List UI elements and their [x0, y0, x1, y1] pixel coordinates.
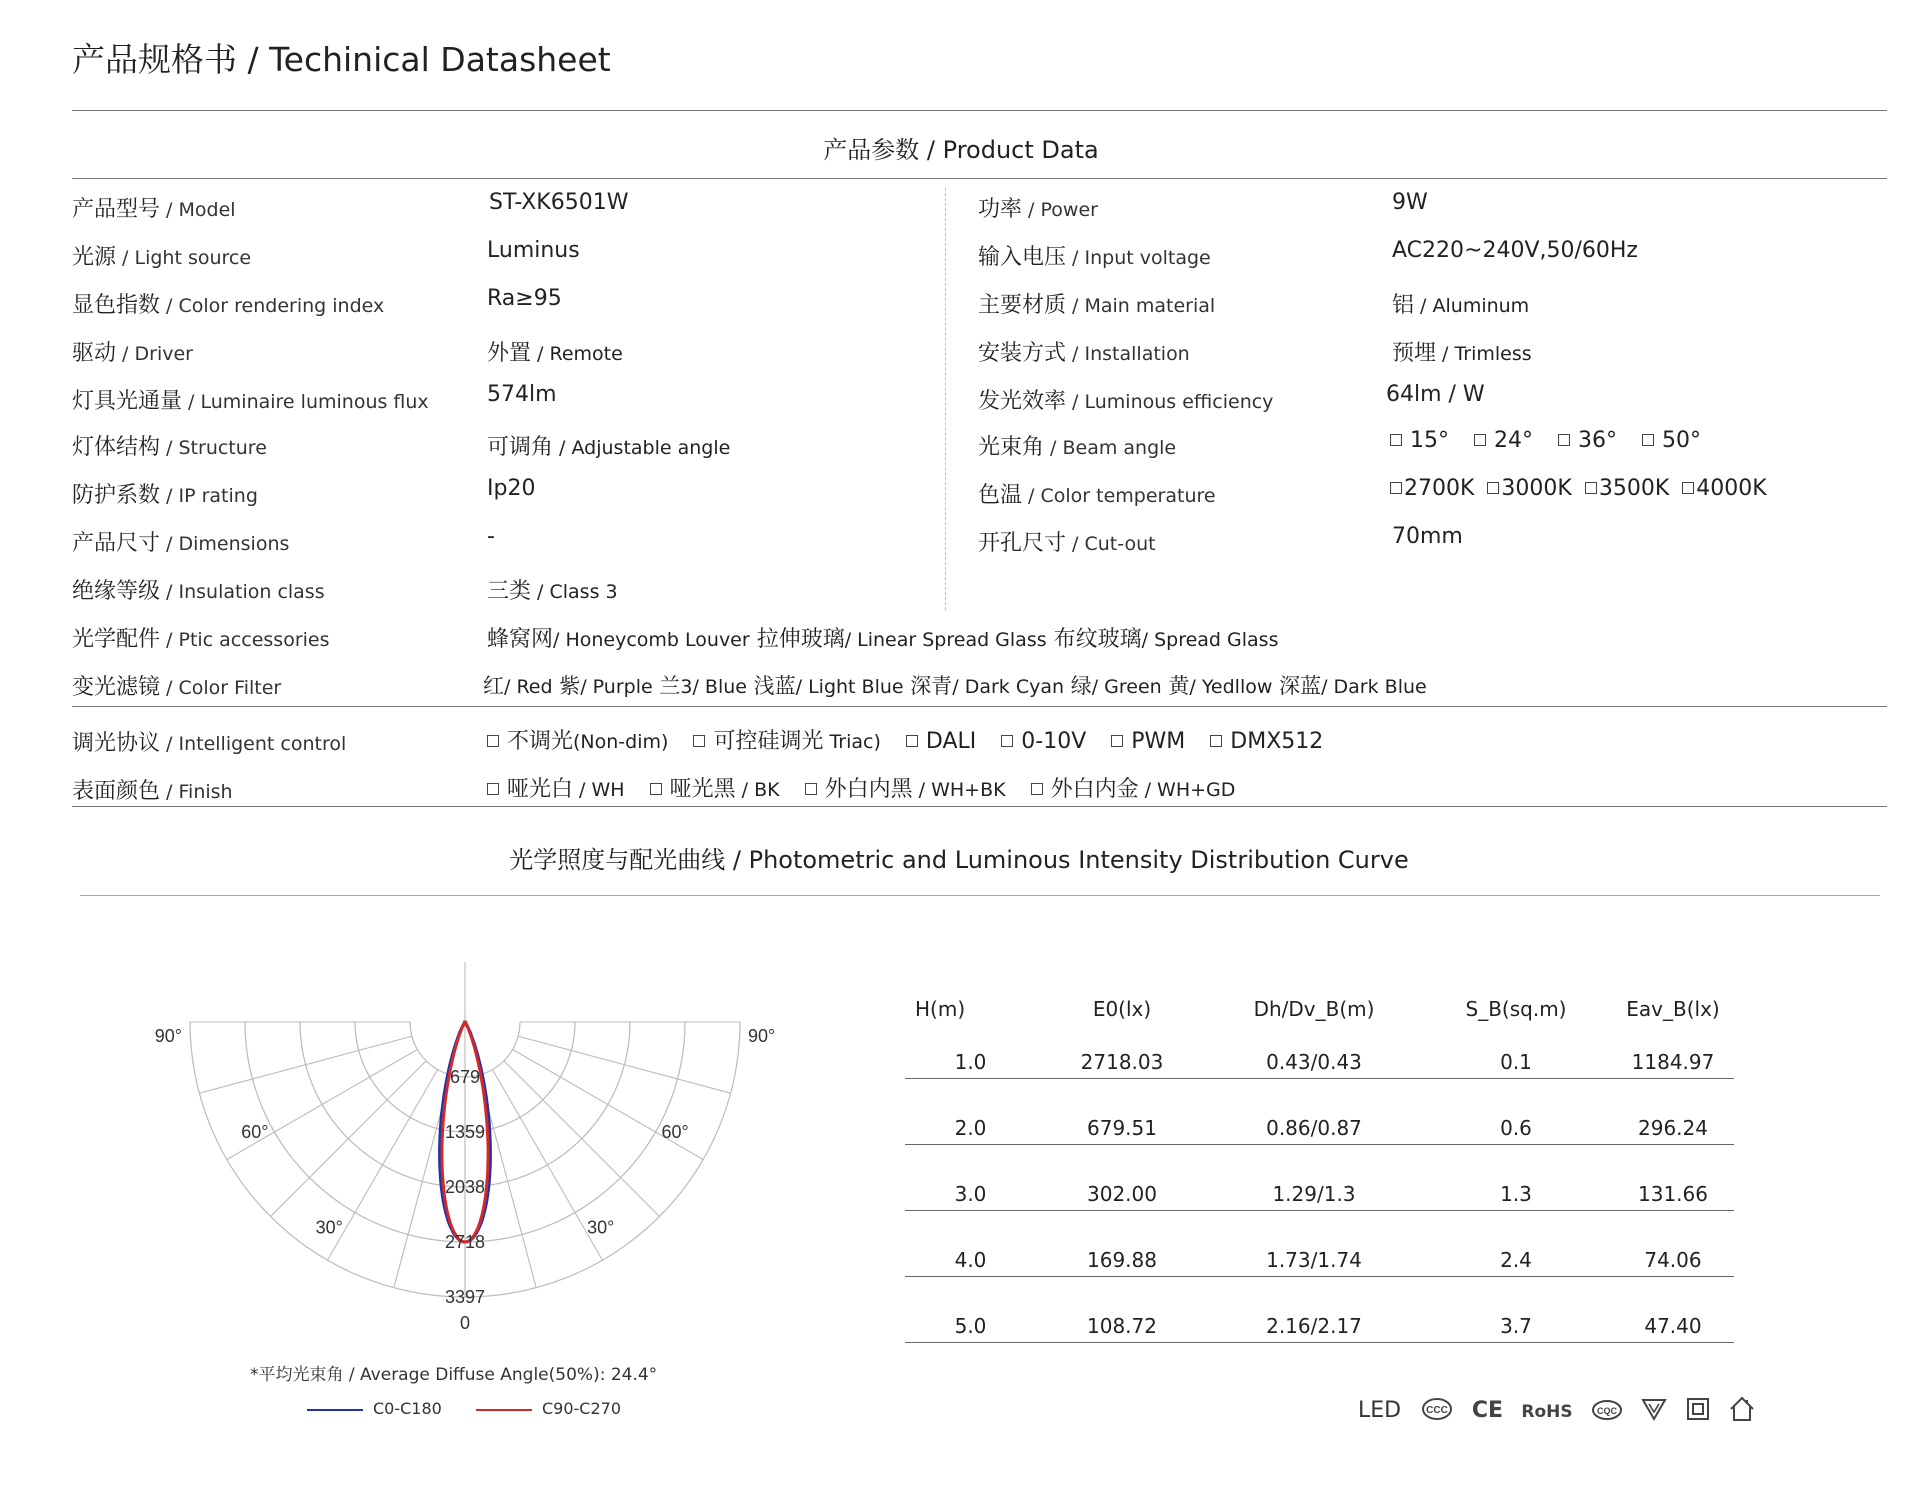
spec-label-cut-out: 开孔尺寸 / Cut-out [978, 531, 1156, 556]
spec-label-ip-rating: 防护系数 / IP rating [72, 483, 258, 508]
spec-label-dimensions: 产品尺寸 / Dimensions [72, 531, 290, 556]
polar-spoke [518, 1036, 731, 1093]
checkbox-icon[interactable] [1585, 482, 1597, 494]
checkbox-icon[interactable] [1558, 434, 1570, 446]
ccc-icon [1421, 1397, 1453, 1421]
table-cell: 1.0 [905, 1033, 1036, 1079]
table-row [905, 1145, 1734, 1211]
legend-line-c0 [307, 1409, 363, 1411]
options-divider-top [72, 706, 1887, 707]
filter-item: 紫/ Purple [559, 674, 653, 698]
legend-label-c0: C0-C180 [373, 1399, 442, 1418]
spec-label-light-source: 光源 / Light source [72, 245, 252, 270]
spec-label-input-voltage: 输入电压 / Input voltage [978, 245, 1211, 270]
table-cell: 4.0 [905, 1211, 1036, 1277]
checkbox-icon[interactable] [1682, 482, 1694, 494]
table-header: S_B(sq.m) [1465, 997, 1567, 1021]
cqc-icon [1591, 1399, 1623, 1421]
double-insulation-icon [1686, 1397, 1710, 1421]
table-cell: 302.00 [1036, 1145, 1208, 1211]
spec-label-color-temperature: 色温 / Color temperature [978, 483, 1216, 508]
table-cell: 0.86/0.87 [1208, 1079, 1420, 1145]
spec-label-luminous-flux: 灯具光通量 / Luminaire luminous flux [72, 389, 429, 414]
spec-value-dimensions: - [487, 524, 495, 549]
beam-angle-option[interactable]: 24° [1474, 428, 1533, 453]
table-header: Eav_B(lx) [1626, 997, 1720, 1021]
beam-angle-options [1390, 428, 1719, 453]
spec-value-structure: 可调角 / Adjustable angle [487, 435, 731, 460]
table-cell: 2718.03 [1036, 1033, 1208, 1079]
table-header: Dh/Dv_B(m) [1253, 997, 1375, 1021]
table-row [905, 1211, 1734, 1277]
product-data-divider [72, 178, 1887, 179]
table-cell: 1.29/1.3 [1208, 1145, 1420, 1211]
table-header: H(m) [915, 997, 966, 1021]
spec-label-optical-accessories: 光学配件 / Ptic accessories [72, 627, 330, 652]
spec-value-power: 9W [1392, 190, 1428, 215]
table-cell: 679.51 [1036, 1079, 1208, 1145]
polar-angle-label: 0 [459, 1313, 471, 1333]
filter-item: 兰3/ Blue [659, 674, 747, 698]
beam-angle-option[interactable]: 15° [1390, 428, 1449, 453]
spec-value-luminous-efficiency: 64lm / W [1386, 382, 1485, 407]
table-cell: 3.7 [1420, 1277, 1612, 1343]
accessory-item: 拉伸玻璃/ Linear Spread Glass [756, 627, 1047, 652]
led-mark: LED [1358, 1398, 1402, 1423]
finish-options [487, 772, 1253, 803]
polar-angle-label: 30° [587, 1217, 615, 1238]
spec-value-cut-out: 70mm [1392, 524, 1463, 549]
polar-labels [155, 1026, 775, 1333]
finish-option-wh-gd[interactable]: 外白内金 / WH+GD [1031, 777, 1236, 802]
polar-angle-label: 90° [748, 1026, 776, 1046]
cct-option[interactable]: 3000K [1487, 476, 1571, 501]
control-option-triac[interactable]: 可控硅调光 Triac) [693, 729, 880, 754]
table-row [905, 1277, 1734, 1343]
checkbox-icon[interactable] [487, 783, 499, 795]
tuv-triangle-icon [1641, 1397, 1667, 1421]
polar-spoke [513, 1050, 704, 1160]
spec-value-model: ST-XK6501W [489, 190, 629, 215]
accessory-item: 布纹玻璃/ Spread Glass [1053, 627, 1279, 652]
spec-label-luminous-efficiency: 发光效率 / Luminous efficiency [978, 389, 1274, 414]
checkbox-icon[interactable] [1642, 434, 1654, 446]
beam-angle-option[interactable]: 36° [1558, 428, 1617, 453]
column-divider [945, 188, 946, 610]
table-cell: 2.4 [1420, 1211, 1612, 1277]
spec-value-ip-rating: Ip20 [487, 476, 536, 501]
table-cell: 0.1 [1420, 1033, 1612, 1079]
table-cell: 169.88 [1036, 1211, 1208, 1277]
spec-value-luminous-flux: 574lm [487, 382, 557, 407]
table-cell: 131.66 [1612, 1145, 1734, 1211]
svg-text:CCC: CCC [1426, 1405, 1449, 1416]
intelligent-control-options [487, 724, 1341, 755]
color-temperature-options [1390, 476, 1767, 501]
polar-angle-label: 60° [661, 1122, 689, 1142]
photometric-table [905, 985, 1734, 1343]
checkbox-icon[interactable] [1111, 735, 1123, 747]
table-cell: 47.40 [1612, 1277, 1734, 1343]
svg-text:CQC: CQC [1596, 1406, 1617, 1416]
options-divider-bottom [72, 806, 1887, 807]
polar-angle-label: 90° [154, 1026, 182, 1046]
legend-line-c90 [476, 1409, 532, 1411]
spec-value-main-material: 铝 / Aluminum [1392, 293, 1530, 318]
spec-label-model: 产品型号 / Model [72, 197, 236, 222]
cct-option[interactable]: 4000K [1682, 476, 1766, 501]
table-row [905, 1033, 1734, 1079]
checkbox-icon[interactable] [805, 783, 817, 795]
color-filter-list [483, 670, 1427, 700]
house-icon [1728, 1395, 1756, 1423]
filter-item: 深青/ Dark Cyan [910, 674, 1065, 698]
finish-option-wh[interactable]: 哑光白 / WH [487, 777, 625, 802]
cct-option[interactable]: 2700K [1390, 476, 1474, 501]
table-cell: 296.24 [1612, 1079, 1734, 1145]
table-cell: 1.3 [1420, 1145, 1612, 1211]
polar-spoke [328, 1070, 438, 1261]
table-cell: 1184.97 [1612, 1033, 1734, 1079]
photometric-title: 光学照度与配光曲线 / Photometric and Luminous Intensity Distribution Curve [509, 846, 1409, 874]
spec-value-insulation-class: 三类 / Class 3 [487, 579, 618, 604]
polar-ring-label: 679 [449, 1066, 481, 1087]
finish-option-wh-bk[interactable]: 外白内黑 / WH+BK [805, 777, 1006, 802]
filter-item: 红/ Red [483, 674, 553, 698]
beam-angle-option[interactable]: 50° [1642, 428, 1701, 453]
table-cell: 2.0 [905, 1079, 1036, 1145]
spec-label-color-filter: 变光滤镜 / Color Filter [72, 675, 282, 700]
checkbox-icon[interactable] [1390, 434, 1402, 446]
filter-item: 黄/ Yedllow [1168, 674, 1273, 698]
spec-label-main-material: 主要材质 / Main material [978, 293, 1216, 318]
table-cell: 0.43/0.43 [1208, 1033, 1420, 1079]
polar-angle-label: 60° [241, 1122, 269, 1142]
spec-value-driver: 外置 / Remote [487, 341, 623, 366]
title-divider [72, 110, 1887, 111]
checkbox-icon[interactable] [1390, 482, 1402, 494]
checkbox-icon[interactable] [650, 783, 662, 795]
table-cell: 3.0 [905, 1145, 1036, 1211]
optical-accessories-list [487, 622, 1278, 653]
cct-option[interactable]: 3500K [1585, 476, 1669, 501]
polar-ring-label: 2038 [444, 1176, 486, 1197]
spec-label-driver: 驱动 / Driver [72, 341, 193, 366]
table-header-row [905, 985, 1734, 1033]
table-cell: 5.0 [905, 1277, 1036, 1343]
spec-value-cri: Ra≥95 [487, 286, 562, 311]
polar-ring-label: 2718 [444, 1232, 486, 1253]
control-option-non-dim[interactable]: 不调光(Non-dim) [487, 729, 668, 754]
product-data-title: 产品参数 / Product Data [823, 136, 1099, 164]
spec-value-installation: 预埋 / Trimless [1392, 341, 1532, 366]
spec-label-power: 功率 / Power [978, 197, 1098, 222]
spec-label-insulation-class: 绝缘等级 / Insulation class [72, 579, 325, 604]
polar-distribution-chart [140, 960, 790, 1360]
checkbox-icon[interactable] [693, 735, 705, 747]
control-option-pwm[interactable]: PWM [1111, 729, 1185, 754]
average-angle-note: *平均光束角 / Average Diffuse Angle(50%): 24.4° [250, 1365, 658, 1385]
certification-marks [1358, 1395, 1756, 1423]
spec-label-beam-angle: 光束角 / Beam angle [978, 435, 1177, 460]
polar-spoke [227, 1050, 418, 1160]
table-cell: 1.73/1.74 [1208, 1211, 1420, 1277]
table-cell: 2.16/2.17 [1208, 1277, 1420, 1343]
spec-label-structure: 灯体结构 / Structure [72, 435, 267, 460]
checkbox-icon[interactable] [487, 735, 499, 747]
polar-spoke [199, 1036, 412, 1093]
spec-label-intelligent-control: 调光协议 / Intelligent control [72, 731, 347, 756]
spec-label-finish: 表面颜色 / Finish [72, 779, 233, 804]
checkbox-icon[interactable] [906, 735, 918, 747]
checkbox-icon[interactable] [1031, 783, 1043, 795]
checkbox-icon[interactable] [1001, 735, 1013, 747]
polar-spoke [271, 1061, 427, 1217]
ce-mark: CE [1471, 1398, 1504, 1423]
photometric-divider [80, 895, 1880, 896]
table-cell: 74.06 [1612, 1211, 1734, 1277]
checkbox-icon[interactable] [1210, 735, 1222, 747]
polar-ring-label: 1359 [444, 1122, 486, 1143]
page-title: 产品规格书 / Techinical Datasheet [72, 40, 611, 79]
spec-value-input-voltage: AC220~240V,50/60Hz [1392, 238, 1638, 263]
table-row [905, 1079, 1734, 1145]
filter-item: 绿/ Green [1070, 674, 1162, 698]
accessory-item: 蜂窝网/ Honeycomb Louver [487, 627, 750, 652]
polar-ring-label: 3397 [444, 1287, 486, 1307]
control-option-dali[interactable]: DALI [906, 729, 976, 754]
rohs-mark: RoHS [1521, 1402, 1573, 1422]
filter-item: 深蓝/ Dark Blue [1279, 674, 1427, 698]
spec-label-installation: 安装方式 / Installation [978, 341, 1190, 366]
finish-option-bk[interactable]: 哑光黑 / BK [650, 777, 780, 802]
filter-item: 浅蓝/ Light Blue [753, 674, 904, 698]
control-option-0-10v[interactable]: 0-10V [1001, 729, 1086, 754]
spec-value-light-source: Luminus [487, 238, 580, 263]
polar-angle-label: 30° [315, 1217, 343, 1238]
table-cell: 108.72 [1036, 1277, 1208, 1343]
legend-label-c90: C90-C270 [542, 1399, 622, 1418]
spec-label-cri: 显色指数 / Color rendering index [72, 293, 385, 318]
checkbox-icon[interactable] [1474, 434, 1486, 446]
polar-spoke [504, 1061, 660, 1217]
table-cell: 0.6 [1420, 1079, 1612, 1145]
table-header: E0(lx) [1092, 997, 1152, 1021]
control-option-dmx512[interactable]: DMX512 [1210, 729, 1323, 754]
polar-spoke [493, 1070, 603, 1261]
checkbox-icon[interactable] [1487, 482, 1499, 494]
